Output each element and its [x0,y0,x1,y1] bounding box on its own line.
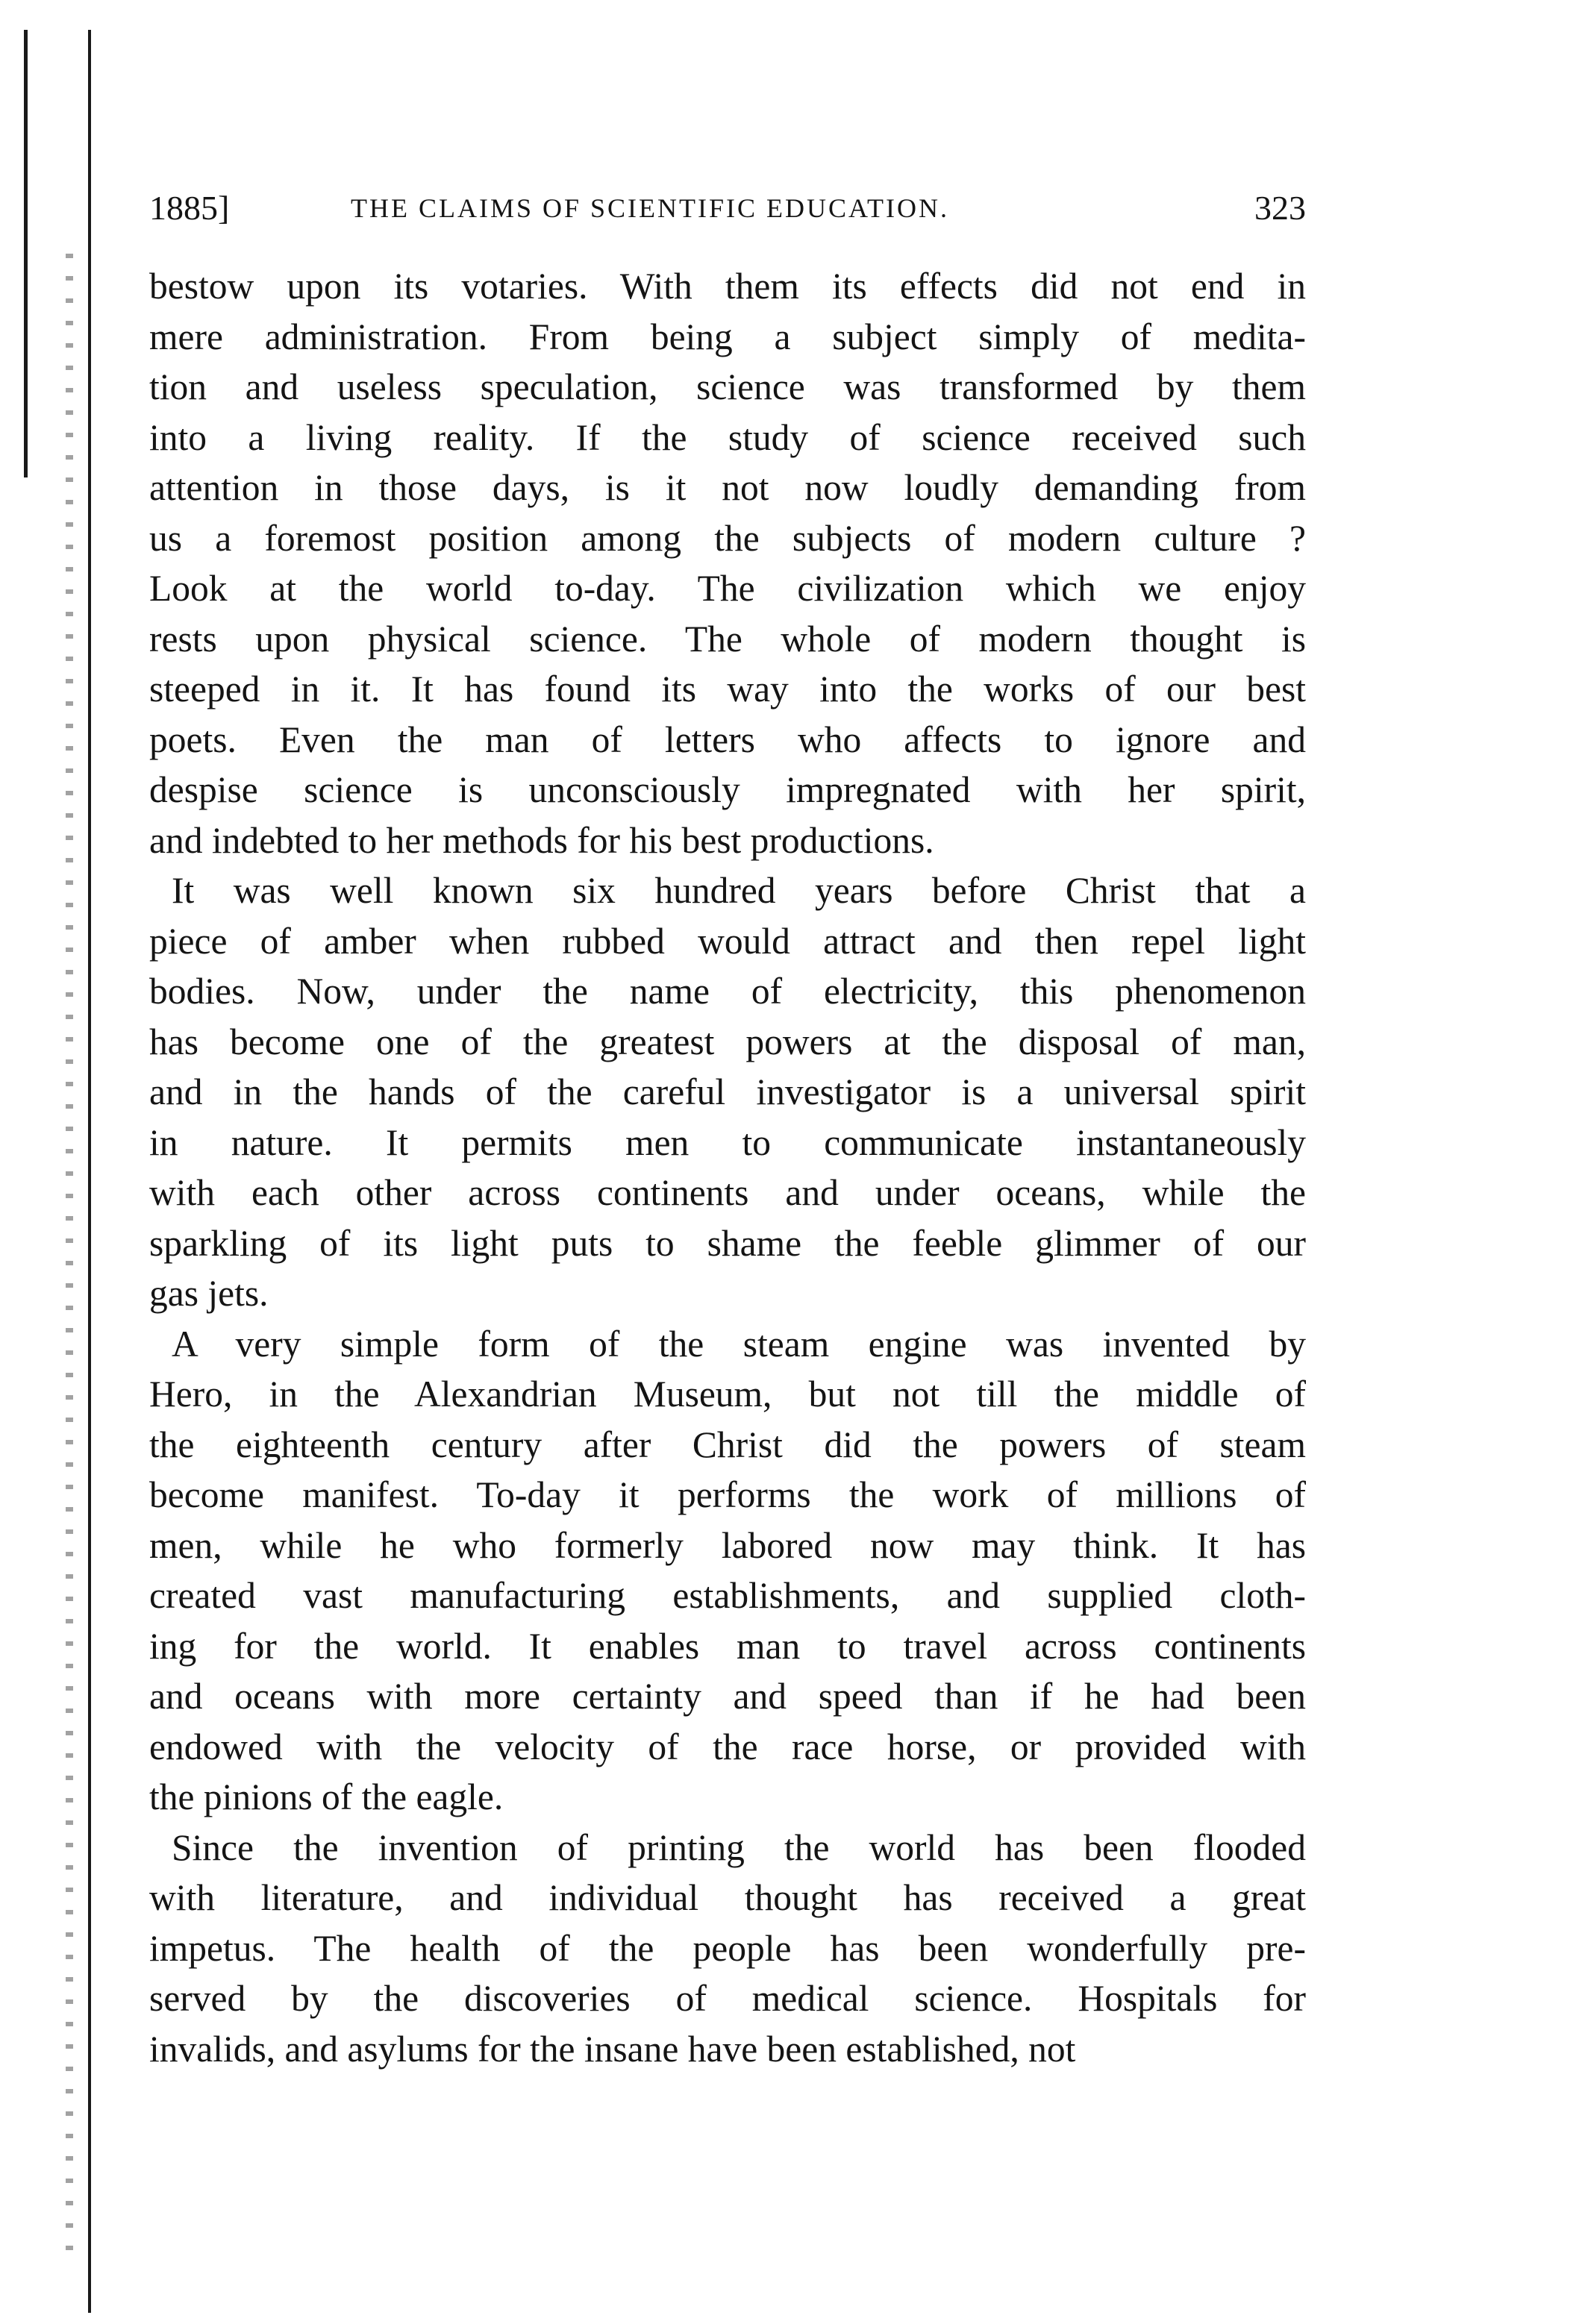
text-line: bodies. Now, under the name of electricity, this phenomenon [149,971,1306,1012]
header-year: 1885] [149,189,230,227]
running-header [149,188,1306,248]
text-line: despise science is unconsciously impregnated with her spirit, [149,769,1306,810]
text-line: A very simple form of the steam engine was invented by [172,1323,1306,1365]
text-line: piece of amber when rubbed would attract and then repel light [149,920,1306,962]
text-line: men, while he who formerly labored now may think. It has [149,1524,1306,1566]
text-line: Hero, in the Alexandrian Museum, but not till the middle of [149,1374,1306,1415]
text-line: created vast manufacturing establishments, and supplied cloth- [149,1575,1306,1616]
binding-line-inner [88,30,91,2313]
text-line: with literature, and individual thought has received a great [149,1877,1306,1918]
text-line: bestow upon its votaries. With them its effects did not end in [149,266,1306,307]
text-line: in nature. It permits men to communicate instantaneously [149,1121,1306,1163]
text-line: ing for the world. It enables man to travel across continents [149,1625,1306,1667]
text-line: invalids, and asylums for the insane have been established, not [149,2028,1076,2070]
header-title: THE CLAIMS OF SCIENTIFIC EDUCATION. [351,193,950,223]
text-line: mere administration. From being a subject simply of medita- [149,316,1306,357]
text-line: the eighteenth century after Christ did the powers of steam [149,1423,1306,1465]
text-line: the pinions of the eagle. [149,1776,504,1817]
text-line: and oceans with more certainty and speed than if he had been [149,1676,1306,1717]
text-line: rests upon physical science. The whole of modern thought is [149,618,1306,660]
text-line: us a foremost position among the subjects of modern culture ? [149,517,1306,559]
text-line: impetus. The health of the people has been wonderfully pre- [149,1927,1306,1969]
text-line: has become one of the greatest powers at the disposal of man, [149,1021,1306,1062]
text-line: It was well known six hundred years before Christ that a [172,870,1306,911]
text-line: gas jets. [149,1273,269,1314]
text-line: tion and useless speculation, science was transformed by them [149,366,1306,407]
text-line: served by the discoveries of medical science. Hospitals for [149,1978,1306,2019]
text-line: endowed with the velocity of the race horse, or provided with [149,1726,1306,1767]
scan-binding-edge [13,30,96,2313]
text-line: and in the hands of the careful investigator is a universal spirit [149,1071,1306,1112]
text-line: Since the invention of printing the world has been flooded [172,1826,1306,1868]
text-line: sparkling of its light puts to shame the feeble glimmer of our [149,1222,1306,1264]
page-number: 323 [1254,189,1306,227]
text-line: become manifest. To-day it performs the work of millions of [149,1474,1306,1515]
text-line: poets. Even the man of letters who affects to ignore and [149,718,1306,760]
text-line: and indebted to her methods for his best productions. [149,819,934,861]
text-line: with each other across continents and under oceans, while the [149,1172,1306,1213]
binding-line-outer [24,30,28,477]
text-line: steeped in it. It has found its way into the works of our best [149,668,1306,710]
text-line: into a living reality. If the study of science received such [149,416,1306,458]
text-line: Look at the world to-day. The civilization which we enjoy [149,568,1306,609]
text-line: attention in those days, is it not now loudly demanding from [149,467,1306,508]
binding-specks [66,254,73,2268]
body-text [149,261,1306,2074]
